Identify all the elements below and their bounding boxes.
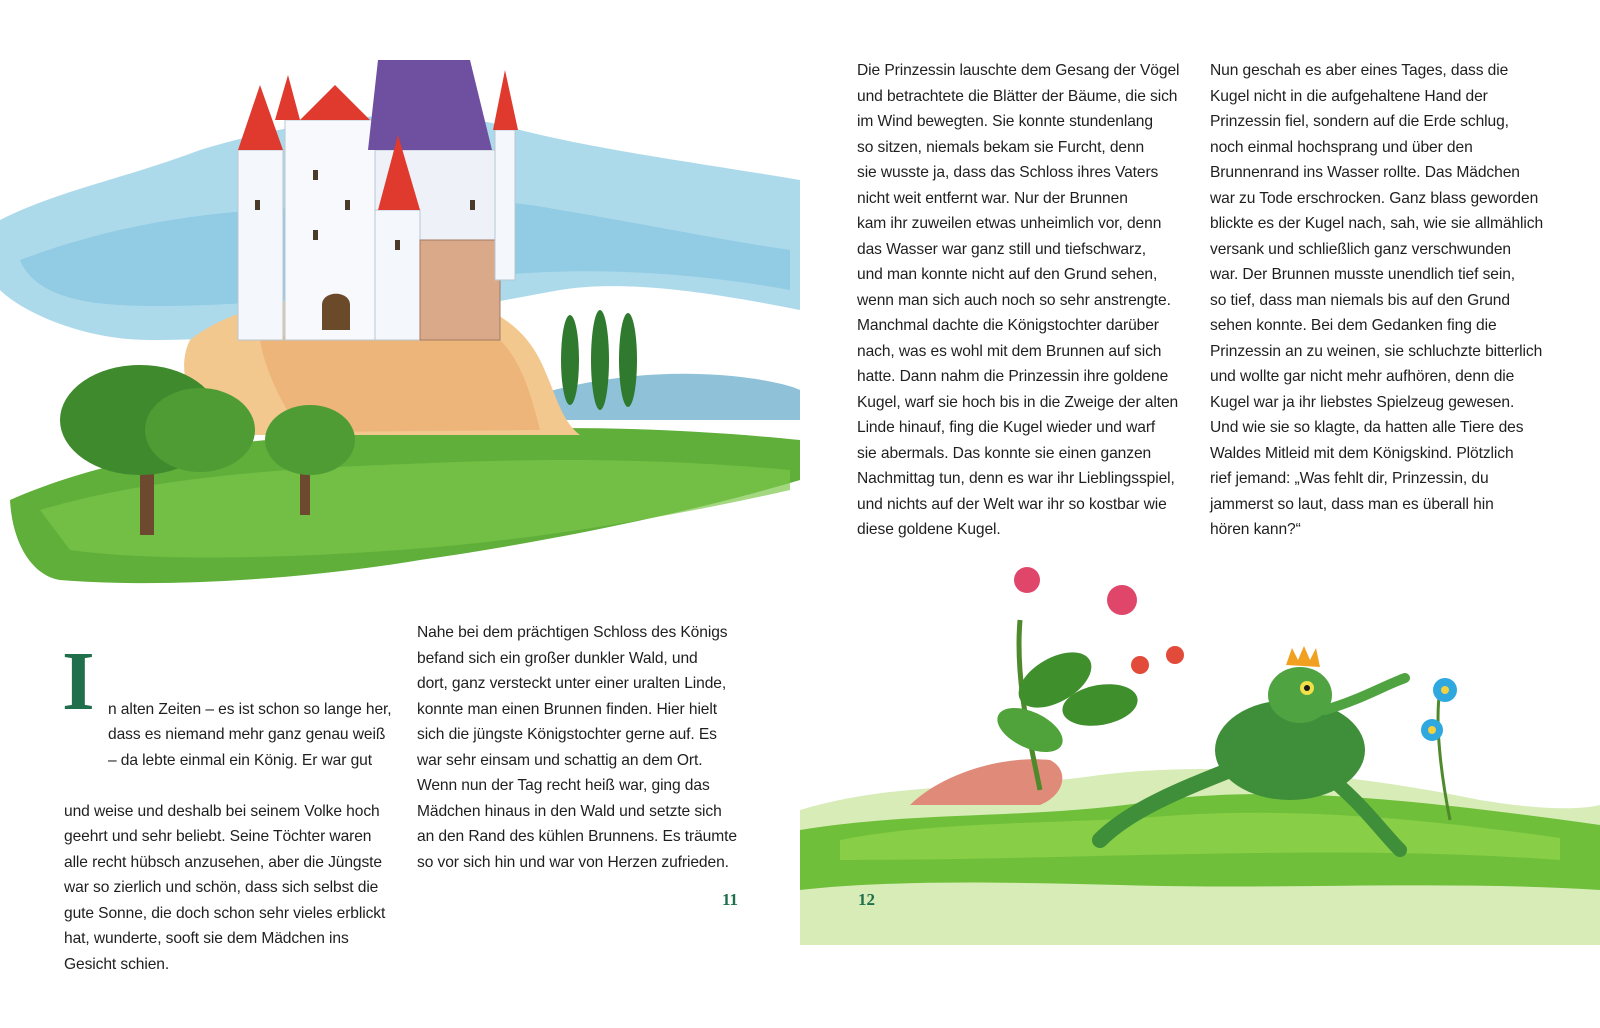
right-page [800,0,1600,945]
opening-paragraph-rest: und weise und deshalb bei seinem Volke hoch geehrt und sehr beliebt. Seine Töchter waren alle recht hübsch anzusehen, aber die Jüngste war so zierlich und schön, dass sich selbst die gute Sonne, die doch schon sehr vieles erblickt hat, wunderte, sooft sie dem Mädchen ins Gesicht schien. [64,802,386,973]
castle-illustration [0,40,800,600]
right-column-2: Nun geschah es aber eines Tages, dass die Kugel nicht in die aufgehaltene Hand der Prinzessin fiel, sondern auf die Erde schlug, noch einmal hochsprang und über den Brunnenrand ins Wasser rollte. Das Mädchen war zu Tode erschrocken. Ganz blass geworden blickte es der Kugel nach, sah, wie sie allmählich versank und schließlich ganz verschwunden war. Der Brunnen musste unendlich tief sein, so tief, dass man niemals bis auf den Grund sehen konnte. Bei dem Gedanken fing die Prinzessin an zu weinen, sie schluchzte bitterlich und wollte gar nicht mehr aufhören, denn die Kugel war ja ihr liebstes Spielzeug gewesen. Und wie sie so klagte, da hatten alle Tiere des Waldes Mitleid mit dem Königskind. Plötzlich rief jemand: „Was fehlt dir, Prinzessin, du jammerst so laut, dass man es überall hin hören kann?“ [1210,62,1544,538]
left-column-2: Nahe bei dem prächtigen Schloss des Königs befand sich ein großer dunkler Wald, und dort, ganz versteckt unter einer uralten Linde, konnte man einen Brunnen finden. Hier hielt sich die jüngste Königstochter gerne auf. Es war sehr einsam und schattig an dem Ort. Wenn nun der Tag recht heiß war, ging das Mädchen hinaus in den Wald und setzte sich an den Rand des kühlen Brunnens. Es träumte so vor sich hin und war von Herzen zufrieden. [417,624,737,871]
right-column-1: Die Prinzessin lauschte dem Gesang der Vögel und betrachtete die Blätter der Bäume, die sich im Wind bewegten. Sie konnte stundenlang so sitzen, niemals bekam sie Furcht, denn sie wusste ja, dass das Schloss ihres Vaters nicht weit entfernt war. Nur der Brunnen kam ihr zuweilen etwas unheimlich vor, denn das Wasser war ganz still und tiefschwarz, und man konnte nicht auf den Grund sehen, wenn man sich auch noch so sehr anstrengte. Manchmal dachte die Königstochter darüber nach, was es wohl mit dem Brunnen auf sich hatte. Dann nahm die Prinzessin ihre goldene Kugel, warf sie hoch bis in die Zweige der alten Linde hinauf, fing die Kugel wieder und warf sie abermals. Das konnte sie einen ganzen Nachmittag tun, denn es war ihr Lieblingsspiel, und nichts auf der Welt war ihr so kostbar wie diese goldene Kugel. [857,62,1180,538]
opening-lines: n alten Zeiten – es ist schon so lange her, dass es niemand mehr ganz genau weiß – da lebte einmal ein König. Er war gut [108,700,392,769]
page-number-right: 12 [858,890,875,909]
left-column-1 [64,620,404,1028]
opening-paragraph [62,634,404,1003]
page-number-left: 11 [722,890,739,909]
dropcap-letter: I [62,634,95,728]
frog-illustration [800,560,1600,945]
left-page [0,0,800,973]
